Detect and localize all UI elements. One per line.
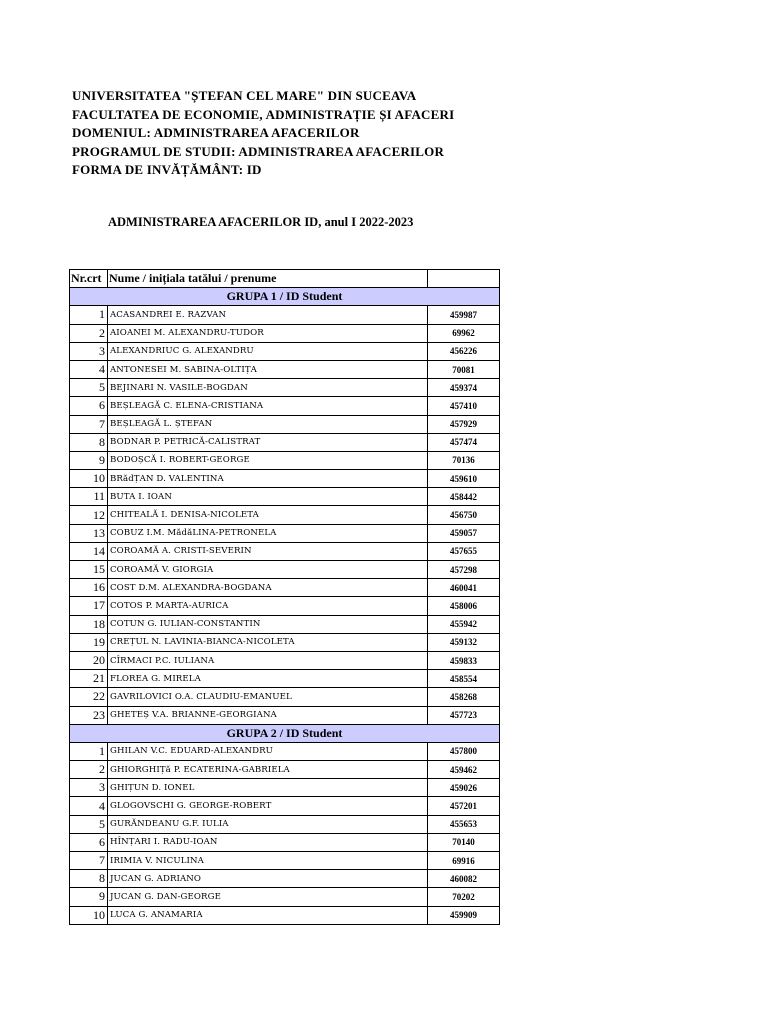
row-number: 10: [70, 906, 108, 924]
row-number: 3: [70, 342, 108, 360]
row-number: 2: [70, 324, 108, 342]
table-row: [70, 688, 500, 706]
student-name: JUCAN G. ADRIANO: [108, 870, 428, 888]
student-name: COBUZ I.M. MădăLINA-PETRONELA: [108, 524, 428, 542]
table-header-row: [70, 270, 500, 288]
student-name: BEȘLEAGĂ C. ELENA-CRISTIANA: [108, 397, 428, 415]
table-row: [70, 888, 500, 906]
student-name: GHIORGHIȚă P. ECATERINA-GABRIELA: [108, 761, 428, 779]
student-id: 457474: [428, 433, 500, 451]
row-number: 7: [70, 852, 108, 870]
student-name: BRădȚAN D. VALENTINA: [108, 470, 428, 488]
row-number: 1: [70, 742, 108, 760]
student-id: 70136: [428, 451, 500, 469]
row-number: 9: [70, 888, 108, 906]
student-name: COROAMĂ V. GIORGIA: [108, 561, 428, 579]
student-name: COROAMĂ A. CRISTI-SEVERIN: [108, 542, 428, 560]
student-id: 69962: [428, 324, 500, 342]
table-row: [70, 651, 500, 669]
header-line-domain: DOMENIUL: ADMINISTRAREA AFACERILOR: [72, 125, 360, 140]
student-id: 460082: [428, 870, 500, 888]
table-row: [70, 870, 500, 888]
row-number: 9: [70, 451, 108, 469]
student-id: 459462: [428, 761, 500, 779]
student-name: AIOANEI M. ALEXANDRU-TUDOR: [108, 324, 428, 342]
row-number: 4: [70, 797, 108, 815]
student-name: BODNAR P. PETRICĂ-CALISTRAT: [108, 433, 428, 451]
table-row: [70, 306, 500, 324]
student-name: BEȘLEAGĂ L. ȘTEFAN: [108, 415, 428, 433]
row-number: 16: [70, 579, 108, 597]
table-row: [70, 797, 500, 815]
table-row: [70, 360, 500, 378]
student-id: 455653: [428, 815, 500, 833]
student-name: GHILAN V.C. EDUARD-ALEXANDRU: [108, 742, 428, 760]
student-id: 458006: [428, 597, 500, 615]
table-row: [70, 615, 500, 633]
student-id: 459909: [428, 906, 500, 924]
row-number: 3: [70, 779, 108, 797]
student-id: 457298: [428, 561, 500, 579]
column-header-id: [428, 270, 500, 288]
student-name: JUCAN G. DAN-GEORGE: [108, 888, 428, 906]
header-line-program: PROGRAMUL DE STUDII: ADMINISTRAREA AFACERILOR: [72, 143, 445, 159]
row-number: 11: [70, 488, 108, 506]
header-line-faculty: FACULTATEA DE ECONOMIE, ADMINISTRAȚIE ȘI AFACERI: [72, 106, 455, 122]
row-number: 22: [70, 688, 108, 706]
table-row: [70, 397, 500, 415]
group-title: GRUPA 1 / ID Student: [70, 288, 500, 306]
row-number: 14: [70, 542, 108, 560]
row-number: 6: [70, 833, 108, 851]
student-id: 459132: [428, 633, 500, 651]
student-id: 458554: [428, 670, 500, 688]
table-row: [70, 342, 500, 360]
student-name: CÎRMACI P.C. IULIANA: [108, 651, 428, 669]
student-id: 459987: [428, 306, 500, 324]
student-id: 459026: [428, 779, 500, 797]
row-number: 6: [70, 397, 108, 415]
row-number: 18: [70, 615, 108, 633]
student-name: GHETEȘ V.A. BRIANNE-GEORGIANA: [108, 706, 428, 724]
student-id: 457723: [428, 706, 500, 724]
student-name: GLOGOVSCHI G. GEORGE-ROBERT: [108, 797, 428, 815]
table-row: [70, 670, 500, 688]
group-header-row: [70, 724, 500, 742]
table-row: [70, 815, 500, 833]
group-title: GRUPA 2 / ID Student: [70, 724, 500, 742]
table-row: [70, 706, 500, 724]
row-number: 13: [70, 524, 108, 542]
student-name: ACASANDREI E. RAZVAN: [108, 306, 428, 324]
student-name: BEJINARI N. VASILE-BOGDAN: [108, 379, 428, 397]
table-row: [70, 633, 500, 651]
table-row: [70, 451, 500, 469]
table-row: [70, 433, 500, 451]
student-name: FLOREA G. MIRELA: [108, 670, 428, 688]
student-id: 458442: [428, 488, 500, 506]
student-name: ANTONESEI M. SABINA-OLTIȚA: [108, 360, 428, 378]
student-id: 457410: [428, 397, 500, 415]
student-roster-table: [69, 269, 500, 925]
student-name: LUCA G. ANAMARIA: [108, 906, 428, 924]
student-id: 70202: [428, 888, 500, 906]
row-number: 10: [70, 470, 108, 488]
table-row: [70, 415, 500, 433]
table-row: [70, 561, 500, 579]
student-id: 456226: [428, 342, 500, 360]
student-id: 457929: [428, 415, 500, 433]
student-name: CREȚUL N. LAVINIA-BIANCA-NICOLETA: [108, 633, 428, 651]
student-id: 457655: [428, 542, 500, 560]
student-id: 70081: [428, 360, 500, 378]
table-row: [70, 852, 500, 870]
table-row: [70, 542, 500, 560]
row-number: 1: [70, 306, 108, 324]
student-id: 459833: [428, 651, 500, 669]
student-name: BUTA I. IOAN: [108, 488, 428, 506]
document-subtitle: ADMINISTRAREA AFACERILOR ID, anul I 2022-2023: [108, 215, 414, 229]
student-id: 456750: [428, 506, 500, 524]
row-number: 20: [70, 651, 108, 669]
student-id: 457201: [428, 797, 500, 815]
student-name: GHIȚUN D. IONEL: [108, 779, 428, 797]
table-row: [70, 906, 500, 924]
header-line-form: FORMA DE INVĂȚĂMÂNT: ID: [72, 162, 262, 177]
table-row: [70, 324, 500, 342]
table-row: [70, 597, 500, 615]
row-number: 23: [70, 706, 108, 724]
row-number: 19: [70, 633, 108, 651]
student-id: 459374: [428, 379, 500, 397]
student-name: HÎNȚARI I. RADU-IOAN: [108, 833, 428, 851]
row-number: 8: [70, 870, 108, 888]
row-number: 7: [70, 415, 108, 433]
student-id: 460041: [428, 579, 500, 597]
table-row: [70, 506, 500, 524]
student-name: ALEXANDRIUC G. ALEXANDRU: [108, 342, 428, 360]
table-row: [70, 833, 500, 851]
header-line-university: UNIVERSITATEA "ȘTEFAN CEL MARE" DIN SUCEAVA: [72, 88, 417, 103]
row-number: 12: [70, 506, 108, 524]
student-name: COTUN G. IULIAN-CONSTANTIN: [108, 615, 428, 633]
table-row: [70, 524, 500, 542]
table-row: [70, 379, 500, 397]
row-number: 4: [70, 360, 108, 378]
student-id: 458268: [428, 688, 500, 706]
table-row: [70, 470, 500, 488]
table-row: [70, 579, 500, 597]
student-name: GAVRILOVICI O.A. CLAUDIU-EMANUEL: [108, 688, 428, 706]
student-name: COST D.M. ALEXANDRA-BOGDANA: [108, 579, 428, 597]
student-id: 455942: [428, 615, 500, 633]
student-name: COTOS P. MARTA-AURICA: [108, 597, 428, 615]
row-number: 15: [70, 561, 108, 579]
column-header-name: Nume / inițiala tatălui / prenume: [108, 270, 428, 288]
group-header-row: [70, 288, 500, 306]
student-id: 459610: [428, 470, 500, 488]
row-number: 17: [70, 597, 108, 615]
row-number: 21: [70, 670, 108, 688]
student-name: BODOȘCĂ I. ROBERT-GEORGE: [108, 451, 428, 469]
table-row: [70, 779, 500, 797]
row-number: 2: [70, 761, 108, 779]
student-name: IRIMIA V. NICULINA: [108, 852, 428, 870]
column-header-nr: Nr.crt: [70, 270, 108, 288]
row-number: 5: [70, 815, 108, 833]
student-id: 457800: [428, 742, 500, 760]
student-name: GURĂNDEANU G.F. IULIA: [108, 815, 428, 833]
student-id: 459057: [428, 524, 500, 542]
table-row: [70, 742, 500, 760]
table-row: [70, 761, 500, 779]
row-number: 5: [70, 379, 108, 397]
document-header: [72, 87, 454, 180]
student-id: 69916: [428, 852, 500, 870]
student-name: CHITEALĂ I. DENISA-NICOLETA: [108, 506, 428, 524]
row-number: 8: [70, 433, 108, 451]
student-id: 70140: [428, 833, 500, 851]
table-row: [70, 488, 500, 506]
